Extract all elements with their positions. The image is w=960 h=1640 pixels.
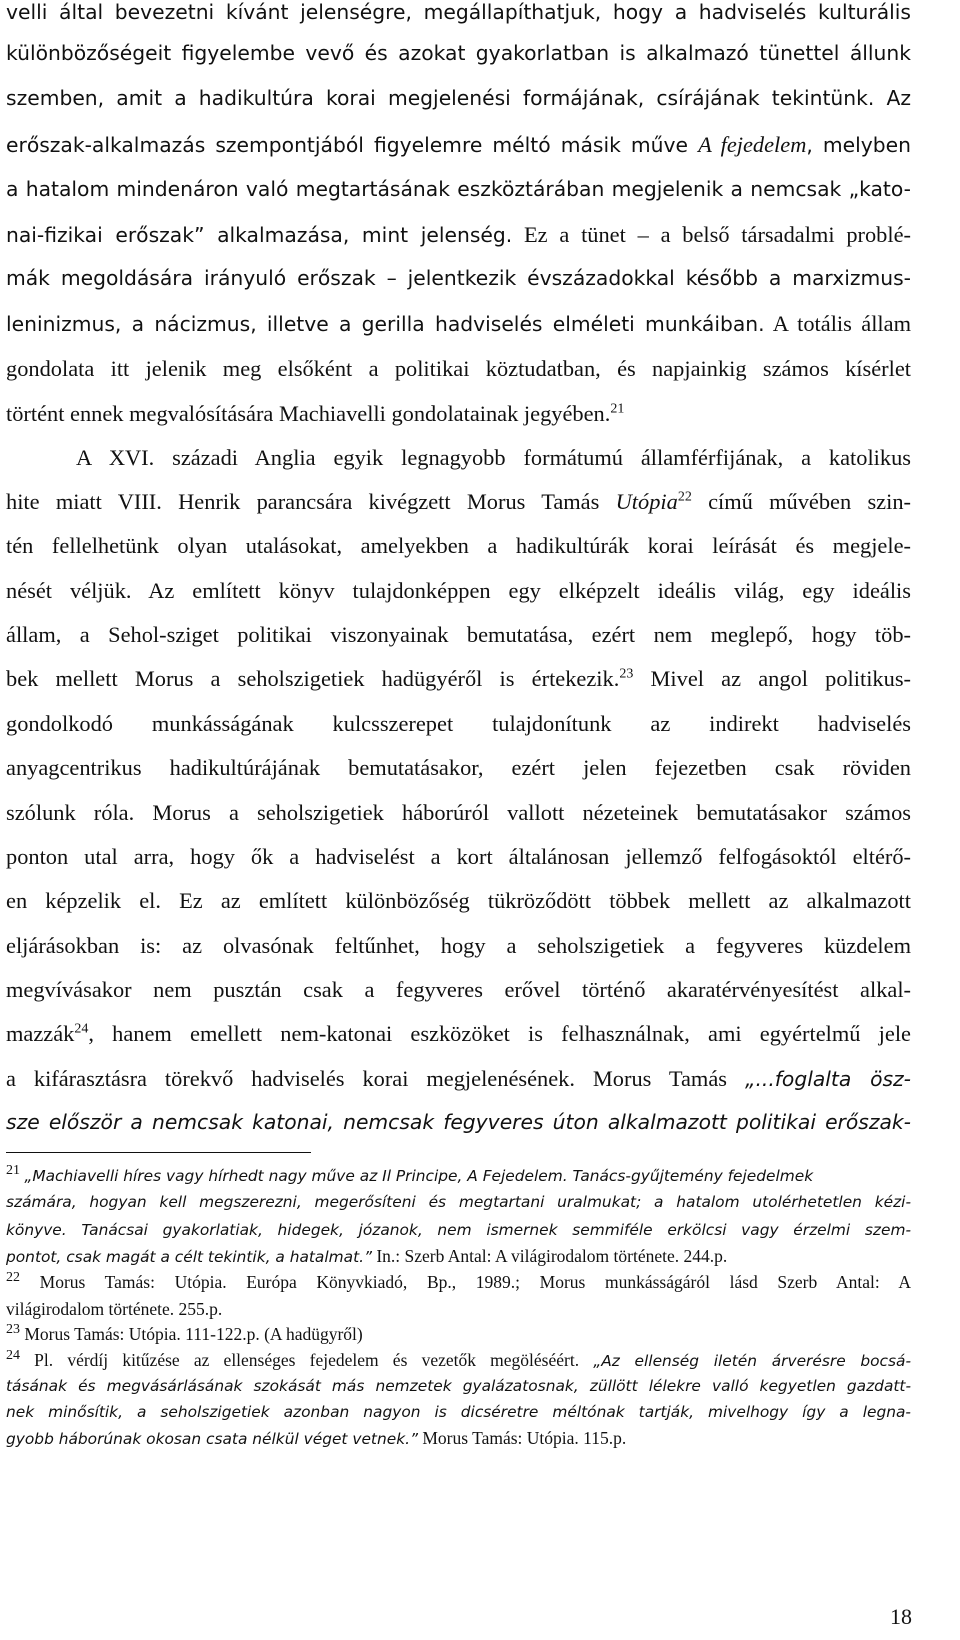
footnote-24: $^{24}$ Pl. vérdíj kitűzése az ellenséges fejedelem és vezetők megöléséért. „Az ellenség iletén árverésre bocsá- [6,1348,912,1370]
footnote-22: $^{22}$ Morus Tamás: Utópia. Európa Könyvkiadó, Bp., 1989.; Morus munkásságáról lásd Szerb Antal: A [6,1270,911,1292]
footnote-divider [6,1152,311,1153]
text-line: eljárásokban is: az olvasónak feltűnhet, hogy a seholszigetiek a fegyveres küzdelem [6,933,911,958]
text-line: mák megoldására irányuló erőszak – jelentkezik évszázadokkal később a marxizmus- [6,266,911,290]
footnote-ref[interactable]: 24 [74,1021,89,1037]
footnote-number: 22 [6,1270,20,1286]
text-line: leninizmus, a nácizmus, illetve a gerilla hadviselés elméleti munkáiban. A totális állam [6,311,911,336]
footnote-number: 23 [6,1322,20,1338]
text-line: hite miatt VIII. Henrik parancsára kivégzett Morus Tamás Utópia$^{22}$ című művében szin- [6,489,911,514]
text-line: történt ennek megvalósítására Machiavelli gondolatainak jegyében.$^{21}$ [6,401,625,426]
footnote-ref[interactable]: 21 [610,401,625,417]
footnote-line: gyobb háborúnak okosan csata nélkül véget vetnek.” Morus Tamás: Utópia. 115.p. [6,1428,627,1448]
page-number: 18 [890,1604,912,1629]
text-line: megvívásakor nem pusztán csak a fegyveres erővel történő akaratérvényesítést alkal- [6,977,911,1002]
text-line: nai-fizikai erőszak” alkalmazása, mint jelenség. Ez a tünet – a belső társadalmi problé- [6,222,911,247]
text-line: velli által bevezetni kívánt jelenségre, megállapíthatjuk, hogy a hadviselés kulturális [6,0,911,24]
footnote-number: 24 [6,1348,20,1364]
text-line: ponton utal arra, hogy ők a hadviselést a kort általánosan jellemző felfogásoktól eltérő- [6,844,911,869]
text-line: erőszak-alkalmazás szempontjából figyelemre méltó másik műve A fejedelem, melyben [6,132,911,157]
text-line: szemben, amit a hadikultúra korai megjelenési formájának, csírájának tekintünk. Az [6,86,911,110]
footnote-ref[interactable]: 23 [619,666,634,682]
text-line: szólunk róla. Morus a seholszigetiek háborúról vallott nézeteinek bemutatásakor számos [6,800,911,825]
text-line: a kifárasztásra törekvő hadviselés korai megjelenésének. Morus Tamás „...foglalta ösz- [6,1066,912,1091]
footnote-line: könyve. Tanácsai gyakorlatiak, hidegek, józanok, nem ismernek semmiféle erkölcsi vagy érzelmi szem- [6,1221,911,1239]
footnote-line: számára, hogyan kell megszerezni, megerősíteni és megtartani uralmukat; a hatalom utolérhetetlen kézi- [6,1193,911,1211]
footnote-line: nek minősítik, a seholszigetiek azonban nagyon is dicséretre méltónak tartják, mivelhogy így a legna- [6,1403,911,1421]
text-line: anyagcentrikus hadikultúrájának bemutatásakor, ezért jelen fejezetben csak röviden [6,755,911,780]
footnote-line: világirodalom története. 255.p. [6,1299,223,1319]
text-line: en képzelik el. Ez az említett különbözőség tükröződött többek mellett az alkalmazott [6,888,911,913]
footnote-number: 21 [6,1163,20,1179]
text-line: mazzák$^{24}$, hanem emellett nem-katonai eszközöket is felhasználnak, ami egyértelmű jele [6,1021,911,1046]
text-line: nését véljük. Az említett könyv tulajdonképpen egy elképzelt ideális világ, egy ideális [6,578,911,603]
text-line: különbözőségeit figyelembe vevő és azokat gyakorlatban is alkalmazó tünettel állunk [6,41,911,65]
text-line: állam, a Sehol-sziget politikai viszonyainak bemutatása, ezért nem meglepő, hogy töb- [6,622,911,647]
text-line: bek mellett Morus a seholszigetiek hadügyéről is értekezik.$^{23}$ Mivel az angol politikus- [6,666,911,691]
footnote-21: $^{21}$ „Machiavelli híres vagy hírhedt nagy műve az Il Principe, A Fejedelem. Tanács-gyűjtemény fejedelmek [6,1163,814,1185]
text-line: A XVI. századi Anglia egyik legnagyobb formátumú államférfijának, a katolikus [76,445,911,470]
footnote-line: pontot, csak magát a célt tekintik, a hatalmat.” In.: Szerb Antal: A világirodalom története. 244.p. [6,1246,728,1266]
text-line: sze először a nemcsak katonai, nemcsak fegyveres úton alkalmazott politikai erőszak- [6,1110,911,1134]
footnote-ref[interactable]: 22 [677,489,692,505]
text-line: tén fellelhetünk olyan utalásokat, amelyekben a hadikultúrák korai leírását és megjele- [6,533,911,558]
text-line: a hatalom mindenáron való megtartásának eszköztárában megjelenik a nemcsak „kato- [6,177,911,201]
text-line: gondolkodó munkásságának kulcsszerepet tulajdonítunk az indirekt hadviselés [6,711,911,736]
text-line: gondolata itt jelenik meg elsőként a politikai köztudatban, és napjainkig számos kísérlet [6,356,911,381]
footnote-23: $^{23}$ Morus Tamás: Utópia. 111-122.p. (A hadügyről) [6,1322,363,1344]
footnote-line: tásának és megvásárlásának szokását más nemzetek gyalázatosnak, züllött lélekre valló kegyetlen gazdatt- [6,1377,911,1395]
